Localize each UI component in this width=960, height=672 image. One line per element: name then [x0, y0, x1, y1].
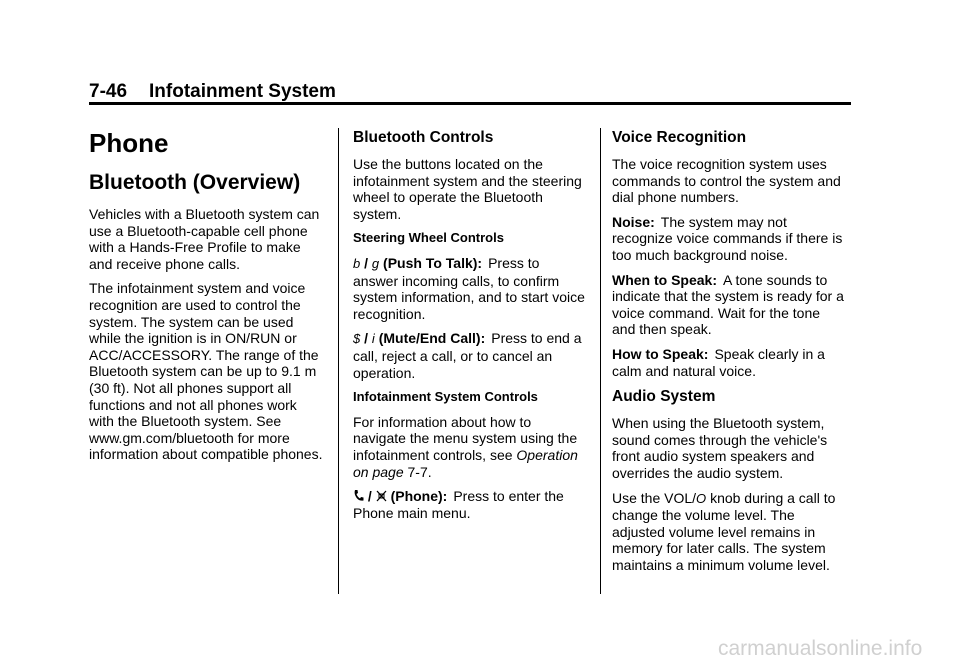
page-header — [89, 80, 851, 104]
heading-voice-recognition: Voice Recognition — [612, 129, 747, 146]
phone-crossed-icon — [376, 489, 387, 503]
column-phone — [89, 128, 323, 471]
overview-paragraph-2: The infotainment system and voice recognition are used to control the system. The system can be used while the ignition is in ON/RUN or ACC/ACCESSORY. The range of the Bluetooth system can be up to 9.1 m (30 ft). Not all phones support all functions and not all phones work with the Bluetooth system. See www.gm.com/bluetooth for more information about compatible phones. — [89, 280, 323, 463]
phone-handset-icon — [353, 489, 364, 503]
label-steering-wheel-controls: Steering Wheel Controls — [353, 230, 504, 246]
end-call-icon: i — [371, 331, 375, 347]
ptt-separator: / — [364, 254, 369, 271]
phone-text: Press to enter the Phone main menu. — [353, 488, 564, 521]
phone-button-entry — [353, 488, 588, 521]
mute-separator: / — [364, 330, 369, 347]
mute-end-call-entry — [353, 330, 588, 381]
page-number: 7-46 — [89, 81, 128, 102]
push-to-talk-text: Press to answer incoming calls, to confirm system information, and to start voice recognition. — [353, 254, 585, 322]
heading-audio-system: Audio System — [612, 388, 716, 406]
infotainment-text: For information about how to navigate the menu system using the infotainment controls, see — [353, 413, 578, 463]
noise-entry — [612, 214, 847, 264]
mute-end-call-text: Press to end a call, reject a call, or to cancel an operation. — [353, 330, 582, 381]
volume-text-pre: Use the VOL/ — [612, 489, 697, 506]
label-infotainment-system-controls: Infotainment System Controls — [353, 389, 538, 405]
how-to-speak-label: How to Speak: — [612, 345, 709, 362]
push-to-talk-entry — [353, 255, 588, 322]
push-to-talk-icon-b: g — [371, 255, 380, 271]
phone-separator: / — [367, 488, 372, 505]
noise-label: Noise: — [612, 213, 655, 230]
controls-intro: Use the buttons located on the infotainment system and the steering wheel to operate the Bluetooth system. — [353, 156, 582, 222]
when-to-speak-text: A tone sounds to indicate that the system is ready for a voice command. Wait for the tone and then speak. — [612, 271, 844, 338]
reference-period: . — [427, 463, 432, 480]
voice-recognition-intro: The voice recognition system uses commands to control the system and dial phone numbers. — [612, 156, 841, 206]
when-to-speak-entry — [612, 272, 847, 338]
how-to-speak-text: Speak clearly in a calm and natural voice. — [612, 345, 825, 379]
mute-end-call-label: (Mute/End Call): — [378, 330, 486, 347]
section-title-phone: Phone — [89, 128, 169, 158]
volume-text-post: knob during a call to change the volume level. The adjusted volume level remains in memory for later calls. The system maintains a minimum volume level. — [612, 489, 836, 573]
operation-page-number: 7-7 — [407, 463, 428, 480]
heading-bluetooth-controls: Bluetooth Controls — [353, 129, 494, 146]
phone-label: (Phone): — [390, 488, 448, 505]
push-to-talk-label: (Push To Talk): — [383, 254, 483, 271]
overview-paragraph-1: Vehicles with a Bluetooth system can use a Bluetooth-capable cell phone with a Hands-Free Profile to make and receive phone calls. — [89, 206, 320, 272]
noise-text: The system may not recognize voice commands if there is too much background noise. — [612, 213, 843, 263]
push-to-talk-icon-a: b — [353, 255, 361, 271]
column-divider-1 — [338, 128, 339, 594]
subsection-title-bluetooth-overview: Bluetooth (Overview) — [89, 171, 301, 194]
mute-icon: $ — [353, 331, 361, 347]
power-knob-icon: O — [696, 490, 707, 506]
column-bluetooth-controls — [353, 128, 588, 529]
watermark: carmanualsonline.info — [718, 637, 923, 660]
how-to-speak-entry — [612, 346, 847, 379]
chapter-title: Infotainment System — [149, 81, 336, 102]
infotainment-controls-text — [353, 414, 588, 480]
column-voice-recognition — [612, 128, 847, 581]
when-to-speak-label: When to Speak: — [612, 271, 718, 288]
operation-reference-link[interactable]: Operation on page — [353, 446, 578, 480]
audio-system-text: When using the Bluetooth system, sound comes through the vehicle's front audio system speakers and overrides the audio system. — [612, 415, 828, 481]
header-rule — [89, 102, 851, 105]
volume-knob-entry — [612, 490, 847, 574]
column-divider-2 — [600, 128, 601, 594]
